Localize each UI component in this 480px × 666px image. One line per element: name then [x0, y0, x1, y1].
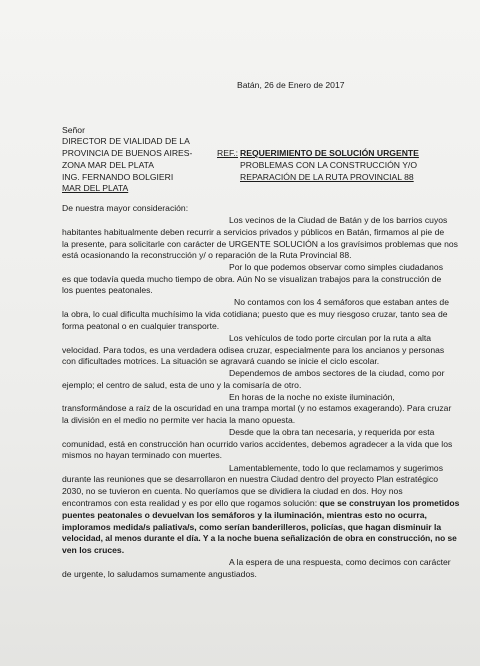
body-line: comunidad, está en construcción han ocurrido varios accidentes, debemos agradecer a la vida que los: [62, 439, 453, 449]
body-line: Lamentablemente, todo lo que reclamamos y sugerimos: [229, 463, 444, 473]
body-line-bold: imploramos medida/s paliativa/s, como serían banderilleros, policías, que hagan disminuir la: [62, 522, 442, 532]
addressee-line-3: ZONA MAR DEL PLATA: [62, 160, 155, 170]
body-line: la obra, lo cual dificulta muchísimo la vida cotidiana; puesto que es muy riesgoso cruzar, tanto sea de: [62, 309, 448, 319]
body-line: [62, 498, 459, 509]
body-line-bold: velocidad, al menos durante el día. Y a la noche buena señalización de obra en construcción, no se: [62, 533, 457, 543]
addressee-line-2: PROVINCIA DE BUENOS AIRES-: [62, 148, 193, 158]
body-line: está ocasionando la reconstrucción y/ o reparación de la Ruta Provincial 88.: [62, 250, 352, 260]
body-line: velocidad. Para todos, es una verdadera odisea cruzar, especialmente para los ancianos y personas: [62, 345, 445, 355]
body-line: es que todavía queda mucho tiempo de obra. Aún No se visualizan trabajos para la construcción de: [62, 274, 442, 284]
body-line: con dificultades motrices. La situación se agravará cuando se inicie el ciclo escolar.: [62, 356, 380, 366]
ref-label: REF.:: [217, 148, 239, 158]
body-line: Los vecinos de la Ciudad de Batán y de los barrios cuyos: [229, 215, 448, 225]
addressee-line-4: ING. FERNANDO BOLGIERI: [62, 172, 174, 182]
body-line: la división en el medio no permite ver hacia la mano opuesta.: [62, 415, 296, 425]
body-line: No contamos con los 4 semáforos que estaban antes de: [234, 297, 449, 307]
ref-line-1: REQUERIMIENTO DE SOLUCIÓN URGENTE: [240, 148, 419, 158]
body-line-bold: ven los cruces.: [62, 545, 125, 555]
body-text: encontramos con esta realidad y es por ello que rogamos solución:: [62, 498, 318, 508]
closing-line-2: de urgente, lo saludamos sumamente angustiados.: [62, 569, 257, 579]
closing-line-1: A la espera de una respuesta, como decimos con carácter: [229, 557, 451, 567]
greeting: Señor: [62, 125, 85, 135]
body-line: durante las reuniones que se desarrollaron en nuestra Ciudad dentro del proyecto Plan estratégico: [62, 474, 438, 484]
body-line: Los vehículos de todo porte circulan por la ruta a alta: [229, 333, 432, 343]
body-line: ejemplo; el centro de salud, esta de uno y la comisaría de otro.: [62, 380, 302, 390]
body-line: 2030, no se tuvieron en cuenta. No queríamos que se dividiera la ciudad en dos. Hoy nos: [62, 486, 403, 496]
body-line: los puentes peatonales.: [62, 285, 153, 295]
salutation: De nuestra mayor consideración:: [62, 203, 189, 213]
date-line: Batán, 26 de Enero de 2017: [237, 80, 345, 90]
body-line: la presente, para solicitarle con carácter de URGENTE SOLUCIÓN a los gravísimos problemas que nos: [62, 239, 458, 249]
body-bold-text: que se construyan los prometidos: [319, 498, 460, 508]
addressee-line-5: MAR DEL PLATA: [62, 183, 129, 193]
ref-line-2: PROBLEMAS CON LA CONSTRUCCIÓN Y/O: [240, 160, 418, 170]
body-line: Dependemos de ambos sectores de la ciudad, como por: [229, 368, 445, 378]
body-line: transformándose a raíz de la oscuridad en una trampa mortal (y no estamos exagerando). Para cruzar: [62, 403, 452, 413]
addressee-line-1: DIRECTOR DE VIALIDAD DE LA: [62, 136, 190, 146]
body-line: habitantes habitualmente deben recurrir a servicios privados y públicos en Batán, firmamos al pie de: [62, 227, 445, 237]
body-line: mismos no hayan terminado con muertes.: [62, 450, 223, 460]
body-line: Por lo que podemos observar como simples ciudadanos: [229, 262, 444, 272]
body-line: En horas de la noche no existe iluminación,: [229, 392, 395, 402]
body-line: forma peatonal o en cualquier transporte.: [62, 321, 220, 331]
ref-line-3: REPARACIÓN DE LA RUTA PROVINCIAL 88: [240, 172, 414, 182]
body-line: Desde que la obra tan necesaria, y requerida por esta: [229, 427, 435, 437]
body-line-bold: puentes peatonales o devuelvan los semáforos y la iluminación, mientras esto no ocurra,: [62, 510, 427, 520]
